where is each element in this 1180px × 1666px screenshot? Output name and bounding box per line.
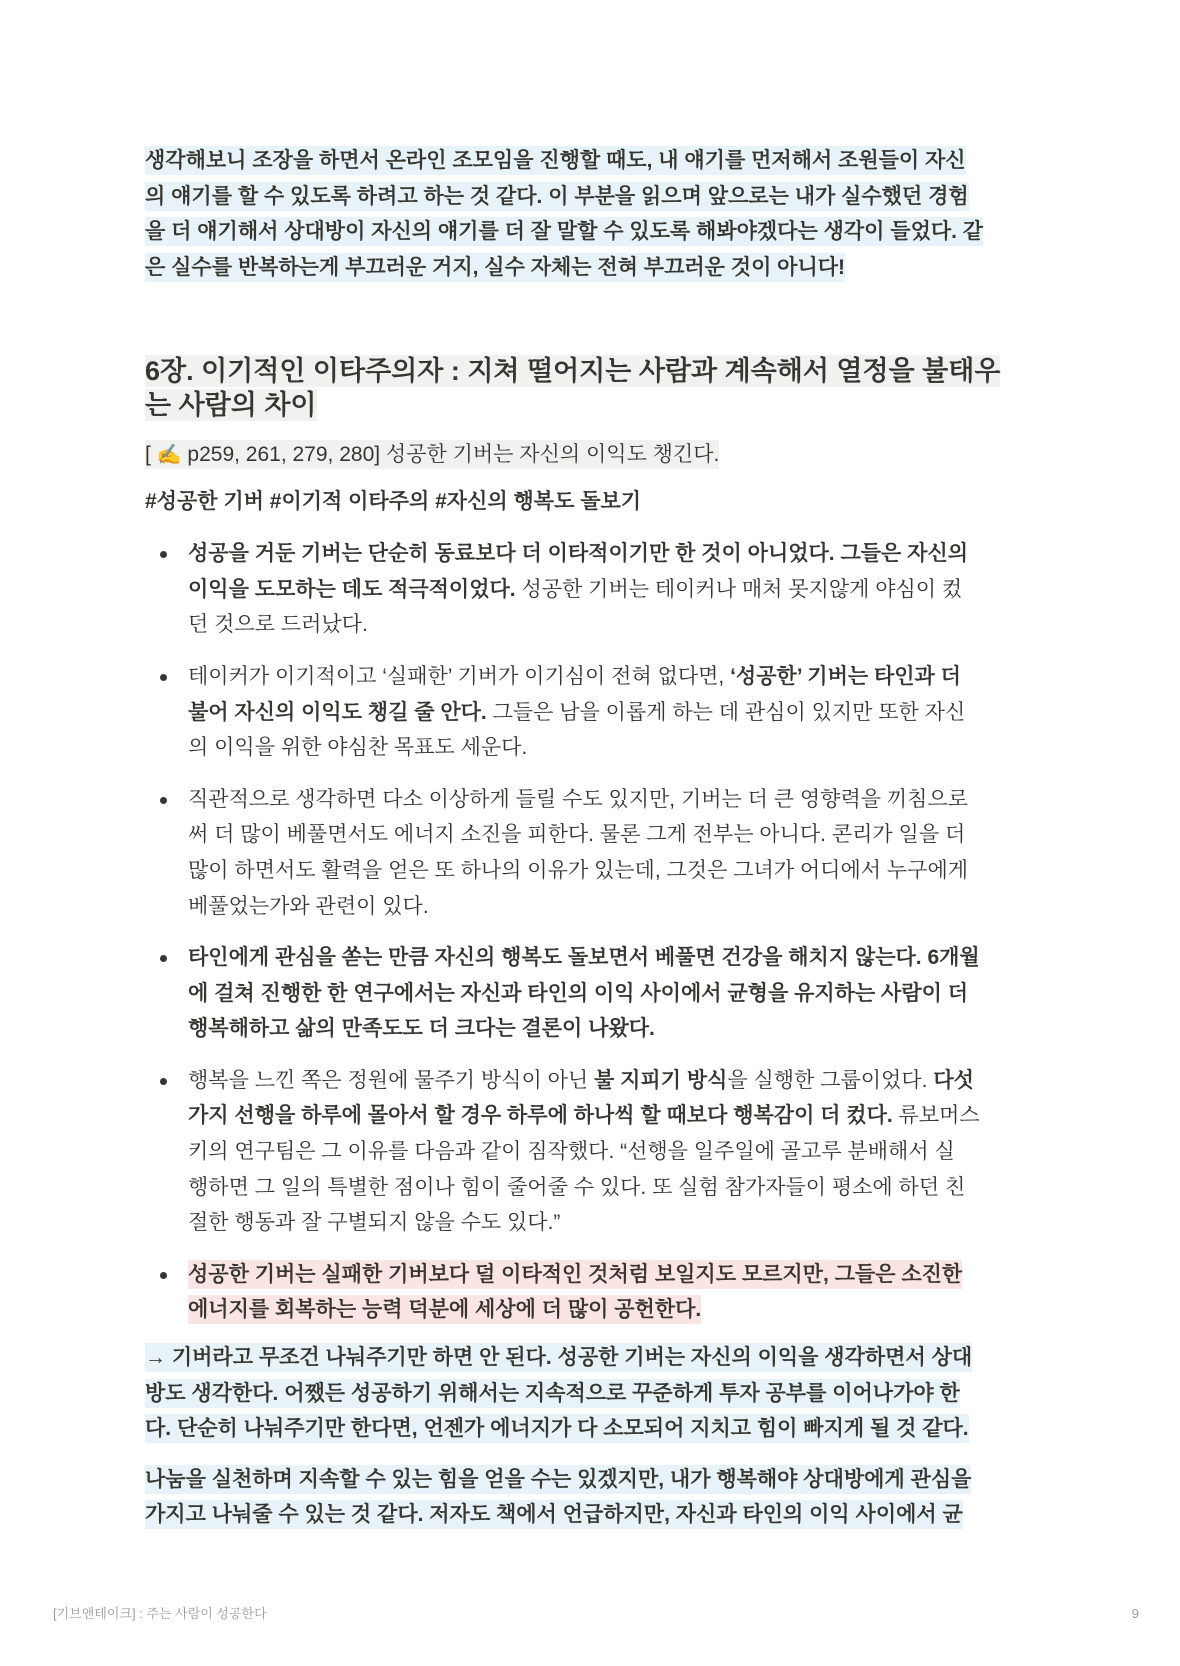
reference-open-bracket: [ [145, 442, 157, 466]
bullet-text [188, 940, 1060, 1047]
body-text: 직관적으로 생각하면 다소 이상하게 들릴 수도 있지만, 기버는 더 큰 영향력을 끼침으로 [188, 787, 969, 811]
heading-line [145, 355, 1060, 388]
bold-text: 이익을 도모하는 데도 적극적이었다. [188, 577, 516, 601]
bullet-line [188, 695, 1060, 731]
page-footer [53, 1605, 1139, 1623]
bold-text: 타인에게 관심을 쏟는 만큼 자신의 행복도 돌보면서 베풀면 건강을 해치지 않는다. 6개월 [188, 946, 980, 970]
body-text: 베풀었는가와 관련이 있다. [188, 894, 429, 918]
bullet-line [188, 572, 1060, 608]
bold-text: 을 더 얘기해서 상대방이 자신의 얘기를 더 잘 말할 수 있도록 해봐야겠다는 생각이 들었다. 같 [145, 217, 983, 246]
bullet-text [188, 782, 1060, 924]
body-text: 행복을 느낀 쪽은 정원에 물주기 방식이 아닌 [188, 1068, 594, 1092]
bullet-icon [160, 674, 167, 681]
bullet-text [188, 1063, 1060, 1241]
bullet-icon [160, 1272, 167, 1279]
bold-text: ‘성공한’ 기버는 타인과 더 [730, 664, 961, 688]
reflection-line [145, 250, 1060, 286]
bullet-line [188, 607, 1060, 643]
bullet-line [188, 782, 1060, 818]
hashtags: #성공한 기버 #이기적 이타주의 #자신의 행복도 돌보기 [145, 489, 642, 513]
bullet-line [188, 1292, 1060, 1328]
body-text: 행하면 그 일의 특별한 점이나 힘이 줄어줄 수 있다. 또 실험 참가자들이 평소에 하던 친 [188, 1175, 966, 1199]
bold-text: 가지 선행을 하루에 몰아서 할 경우 하루에 하나씩 할 때보다 행복감이 더 컸다. [188, 1104, 893, 1128]
bold-text: 6장. 이기적인 이타주의자 : 지쳐 떨어지는 사람과 계속해서 열정을 불태우 [145, 356, 1001, 387]
bullet-line [188, 1257, 1060, 1293]
takeaway-line [145, 1411, 1060, 1447]
bold-text: 나눔을 실천하며 지속할 수 있는 힘을 얻을 수는 있겠지만, 내가 행복해야 상대방에게 관심을 [145, 1465, 971, 1494]
page-reference [145, 437, 1060, 473]
bullet-line [188, 1170, 1060, 1206]
bullet-line [188, 976, 1060, 1012]
bullet-item [145, 1257, 1060, 1328]
bold-text: 불어 자신의 이익도 챙길 줄 안다. [188, 700, 487, 724]
heading-line [145, 389, 1060, 422]
bullet-line [188, 1134, 1060, 1170]
bullet-text [188, 536, 1060, 643]
body-text: 던 것으로 드러났다. [188, 613, 368, 637]
bullet-line [188, 1011, 1060, 1047]
bold-text: 행복해하고 삶의 만족도도 더 크다는 결론이 나왔다. [188, 1017, 655, 1041]
bullet-line [188, 889, 1060, 925]
bullet-line [188, 817, 1060, 853]
bold-text: → 기버라고 무조건 나눠주기만 하면 안 된다. 성공한 기버는 자신의 이익을 생각하면서 상대 [145, 1343, 972, 1372]
bold-text: 에너지를 회복하는 능력 덕분에 세상에 더 많이 공헌한다. [188, 1295, 701, 1324]
takeaway-paragraph [145, 1340, 1060, 1447]
bold-text: 불 지피기 방식 [594, 1068, 728, 1092]
body-text: 그들은 남을 이롭게 하는 데 관심이 있지만 또한 자신 [486, 700, 966, 724]
takeaway-line [145, 1340, 1060, 1376]
bold-text: 에 걸쳐 진행한 한 연구에서는 자신과 타인의 이익 사이에서 균형을 유지하는 사람이 더 [188, 981, 969, 1005]
bullet-icon [160, 797, 167, 804]
body-text: 성공한 기버는 테이커나 매처 못지않게 야심이 컸 [515, 577, 963, 601]
body-text: 을 실행한 그룹이었다. [727, 1068, 934, 1092]
body-text: 류보머스 [892, 1104, 980, 1128]
bullet-line [188, 940, 1060, 976]
bullet-icon [160, 551, 167, 558]
body-text: 써 더 많이 베풀면서도 에너지 소진을 피한다. 물론 그게 전부는 아니다. 콘리가 일을 더 [188, 823, 966, 847]
reflection-line [145, 143, 1060, 179]
takeaway-line [145, 1497, 1060, 1533]
bold-text: 성공한 기버는 실패한 기버보다 덜 이타적인 것처럼 보일지도 모르지만, 그들은 소진한 [188, 1260, 962, 1289]
bold-text: 가지고 나눠줄 수 있는 것 같다. 저자도 책에서 언급하지만, 자신과 타인의 이익 사이에서 균 [145, 1500, 963, 1529]
bullet-line [188, 1063, 1060, 1099]
takeaway-line [145, 1376, 1060, 1412]
reflection-line [145, 179, 1060, 215]
bullet-text [188, 659, 1060, 766]
bullet-line [188, 730, 1060, 766]
takeaway-paragraphs [145, 1340, 1060, 1533]
bullet-item [145, 659, 1060, 766]
reflection-paragraph [145, 143, 1060, 285]
writing-hand-icon: ✍️ [156, 441, 182, 466]
bullet-list [145, 536, 1060, 1328]
body-text: 테이커가 이기적이고 ‘실패한’ 기버가 이기심이 전혀 없다면, [188, 664, 731, 688]
footer-title: [기브앤테이크] : 주는 사람이 성공한다 [53, 1606, 267, 1621]
bullet-line [188, 659, 1060, 695]
body-text: 절한 행동과 잘 구별되지 않을 수도 있다.” [188, 1211, 561, 1235]
chapter-heading [145, 355, 1060, 422]
bullet-item [145, 1063, 1060, 1241]
bullet-line [188, 1098, 1060, 1134]
bold-text: 방도 생각한다. 어쨌든 성공하기 위해서는 지속적으로 꾸준하게 투자 공부를 이어나가야 한 [145, 1379, 960, 1408]
reference-text: p259, 261, 279, 280] 성공한 기버는 자신의 이익도 챙긴다. [181, 442, 720, 466]
bullet-item [145, 782, 1060, 924]
takeaway-paragraph [145, 1462, 1060, 1533]
bold-text: 의 얘기를 할 수 있도록 하려고 하는 것 같다. 이 부분을 읽으며 앞으로는 내가 실수했던 경험 [145, 182, 969, 211]
bullet-line [188, 536, 1060, 572]
bold-text: 생각해보니 조장을 하면서 온라인 조모임을 진행할 때도, 내 얘기를 먼저해서 조원들이 자신 [145, 146, 966, 175]
body-text: 많이 하면서도 활력을 얻은 또 하나의 이유가 있는데, 그것은 그녀가 어디에서 누구에게 [188, 858, 969, 882]
bullet-icon [160, 955, 167, 962]
bold-text: 다. 단순히 나눠주기만 한다면, 언젠가 에너지가 다 소모되어 지치고 힘이 빠지게 될 것 같다. [145, 1414, 969, 1443]
bullet-item [145, 536, 1060, 643]
bullet-item [145, 940, 1060, 1047]
chapter-section [145, 355, 1060, 1533]
bold-text: 다섯 [933, 1068, 974, 1092]
bullet-icon [160, 1078, 167, 1085]
bold-text: 성공을 거둔 기버는 단순히 동료보다 더 이타적이기만 한 것이 아니었다. 그들은 자신의 [188, 542, 969, 566]
bullet-line [188, 853, 1060, 889]
tag-line [145, 484, 1060, 520]
page-number: 9 [1131, 1606, 1139, 1621]
bullet-text [188, 1257, 1060, 1328]
body-text: 의 이익을 위한 야심찬 목표도 세운다. [188, 736, 528, 760]
bold-text: 은 실수를 반복하는게 부끄러운 거지, 실수 자체는 전혀 부끄러운 것이 아니다! [145, 253, 845, 282]
reflection-line [145, 214, 1060, 250]
bullet-line [188, 1205, 1060, 1241]
bold-text: 는 사람의 차이 [145, 389, 317, 420]
body-text: 키의 연구팀은 그 이유를 다음과 같이 짐작했다. “선행을 일주일에 골고루 분배해서 실 [188, 1140, 955, 1164]
takeaway-line [145, 1462, 1060, 1498]
page-reference-highlight [145, 440, 719, 469]
